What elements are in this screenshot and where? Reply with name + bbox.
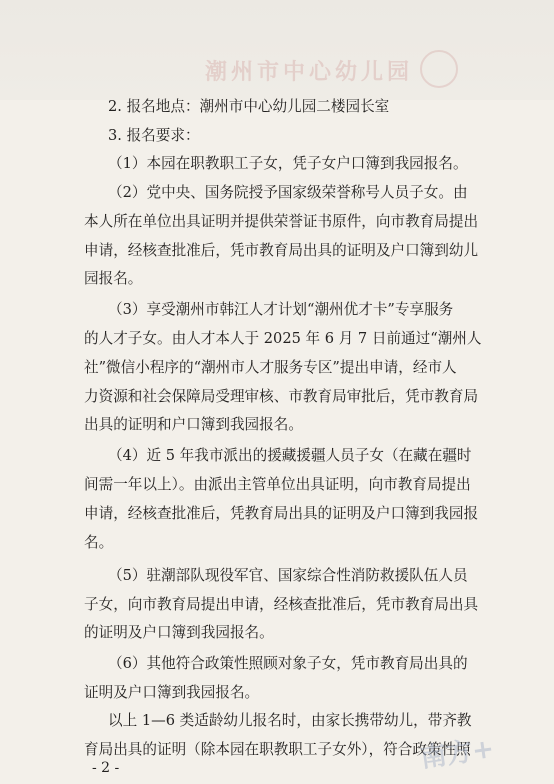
body-line: 申请，经核查批准后，凭市教育局出具的证明及户口簿到幼儿 — [84, 242, 479, 259]
body-line: （6）其他符合政策性照顾对象子女，凭市教育局出具的 — [108, 655, 468, 672]
body-line: 出具的证明和户口簿到我园报名。 — [84, 416, 303, 433]
faded-header-title: 潮州市中心幼儿园 — [205, 59, 414, 85]
body-line: （4）近 5 年我市派出的援藏援疆人员子女（在藏在疆时 — [108, 447, 472, 464]
body-line: 证明及户口簿到我园报名。 — [84, 684, 260, 701]
body-line: 以上 1—6 类适龄幼儿报名时，由家长携带幼儿，带齐教 — [108, 712, 472, 729]
body-line: （2）党中央、国务院授予国家级荣誉称号人员子女。由 — [108, 184, 468, 201]
body-line: 本人所在单位出具证明并提供荣誉证书原件，向市教育局提出 — [84, 213, 479, 230]
body-line: 2. 报名地点：潮州市中心幼儿园二楼园长室 — [108, 98, 390, 115]
body-line: 的人才子女。由人才本人于 2025 年 6 月 7 日前通过“潮州人 — [84, 330, 482, 347]
body-line: 社”微信小程序的“潮州市人才服务专区”提出申请，经市人 — [84, 359, 457, 376]
body-line: 子女，向市教育局提出申请，经核查批准后，凭市教育局出具 — [84, 596, 479, 613]
body-line: 3. 报名要求： — [108, 127, 200, 144]
body-line: 的证明及户口簿到我园报名。 — [84, 624, 274, 641]
body-line: 育局出具的证明（除本园在职教职工子女外），符合政策性照 — [84, 741, 471, 758]
page-number: - 2 - — [92, 760, 120, 776]
body-line: 申请，经核查批准后，凭教育局出具的证明及户口簿到我园报 — [84, 505, 479, 522]
body-line: 名。 — [84, 534, 114, 551]
body-line: （5）驻潮部队现役军官、国家综合性消防救援队伍人员 — [108, 567, 468, 584]
body-line: （1）本园在职教职工子女，凭子女户口簿到我园报名。 — [108, 155, 468, 172]
body-line: 力资源和社会保障局受理审核、市教育局审批后，凭市教育局 — [84, 388, 479, 405]
body-line: 间需一年以上）。由派出主管单位出具证明，向市教育局提出 — [84, 476, 471, 493]
body-line: 园报名。 — [84, 270, 143, 287]
body-line: （3）享受潮州市韩江人才计划“潮州优才卡”专享服务 — [108, 301, 454, 318]
watermark-logo: 南方+ — [418, 733, 497, 774]
faded-seal — [420, 50, 458, 88]
